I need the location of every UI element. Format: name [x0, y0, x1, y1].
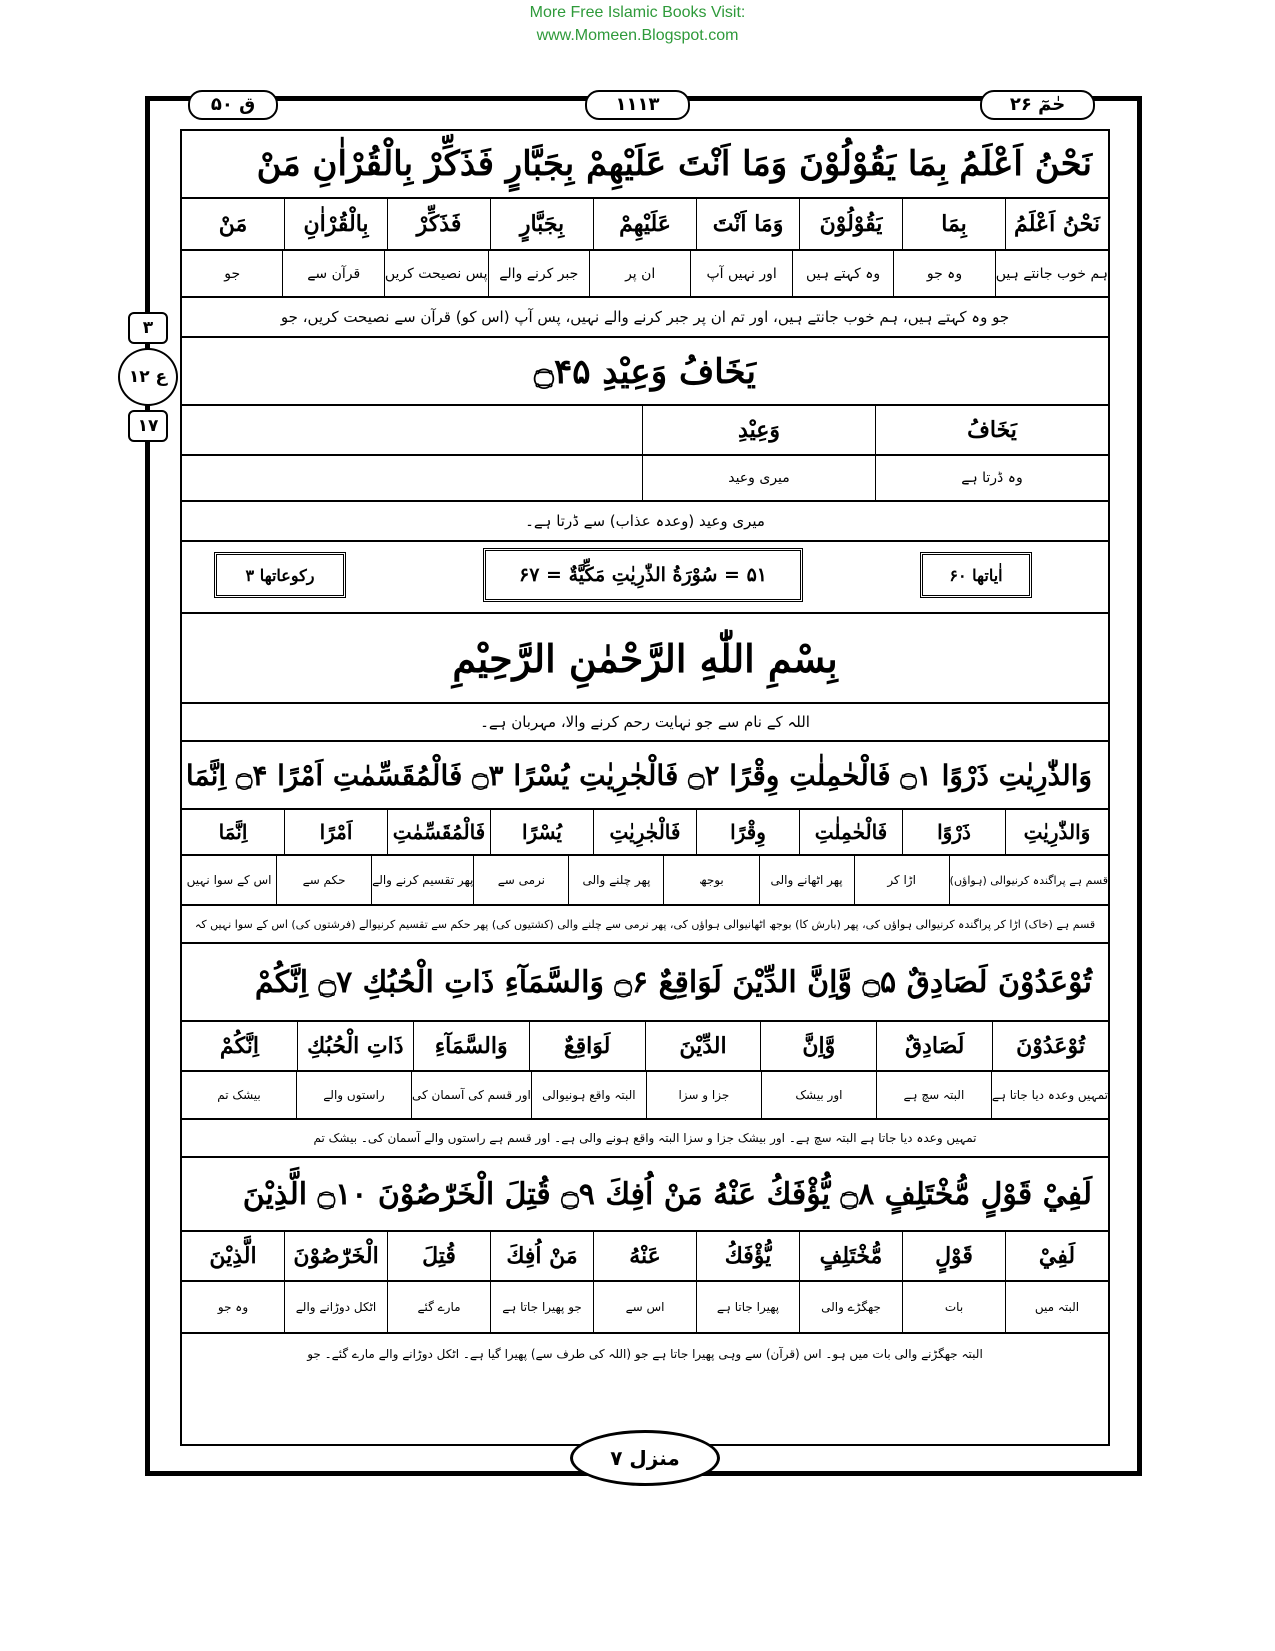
meaning-cell: پھیرا جاتا ہے — [696, 1282, 799, 1332]
word-cell: تُوْعَدُوْنَ — [992, 1022, 1108, 1070]
meaning-cell: پس نصیحت کریں — [384, 251, 488, 296]
surah-page-tab: ق ۵۰ — [188, 90, 278, 120]
meaning-cell: ہم خوب جانتے ہیں — [995, 251, 1108, 296]
word-row-2 — [182, 406, 1108, 456]
meaning-cell: اس سے — [593, 1282, 696, 1332]
translation-text: اللہ کے نام سے جو نہایت رحم کرنے والا، مہربان ہے۔ — [480, 713, 810, 731]
word-cell: وَمَا اَنْتَ — [696, 199, 799, 249]
meaning-cell: جو — [224, 265, 241, 282]
translation-text: میری وعید (وعدہ عذاب) سے ڈرتا ہے۔ — [525, 512, 765, 530]
ruku-marker: ع ۱۲ — [118, 348, 178, 406]
meaning-cell: جو پھیرا جاتا ہے — [490, 1282, 593, 1332]
meaning-row-5 — [182, 1282, 1108, 1334]
verse-text: لَفِيْ قَوْلٍ مُّخْتَلِفٍ ۝۸ يُّؤْفَكُ عَنْهُ مَنْ اُفِكَ ۝۹ قُتِلَ الْخَرّٰصُوْنَ ۝۱۰ الَّذِيْنَ — [242, 1176, 1092, 1212]
verse-line-4 — [182, 944, 1108, 1022]
word-cell: نَحْنُ اَعْلَمُ — [1005, 199, 1108, 249]
meaning-cell: اڑا کر — [854, 856, 949, 904]
meaning-cell: پھر اٹھانے والی — [759, 856, 854, 904]
meaning-cell: حکم سے — [276, 856, 371, 904]
translation-text: قسم ہے (خاک) اڑا کر پراگندہ کرنیوالی ہواؤں کی، پھر (بارش کا) بوجھ اٹھانیوالی ہواؤں کی، پھر نرمی سے چلنے والی (کشتیوں کی) پھر حکم سے تقسیم کرنیوالے (فرشتوں کی) اس کے سوا نہیں کہ — [194, 917, 1096, 931]
meaning-cell: وہ جو — [893, 251, 994, 296]
translation-line-3 — [182, 906, 1108, 944]
meaning-cell: البتہ میں — [1005, 1282, 1108, 1332]
meaning-cell: البتہ واقع ہونیوالی — [531, 1072, 646, 1118]
meaning-cell: پھر چلنے والی — [568, 856, 663, 904]
word-cell: قُتِلَ — [387, 1232, 490, 1280]
meaning-cell: اس کے سوا نہیں — [186, 873, 272, 887]
word-row-1 — [182, 199, 1108, 251]
ayat-count-plaque: اٰیاتھا ۶۰ — [920, 552, 1032, 598]
ruku-count-plaque: رکوعاتھا ۳ — [214, 552, 346, 598]
word-cell: مُّخْتَلِفٍ — [799, 1232, 902, 1280]
word-cell: الدِّيْنَ — [645, 1022, 761, 1070]
word-cell: اِنَّمَا — [218, 820, 248, 844]
meaning-cell: میری وعید — [642, 456, 875, 500]
meaning-cell: جبر کرنے والے — [488, 251, 589, 296]
word-cell: الَّذِيْنَ — [209, 1243, 257, 1269]
meaning-cell: اور نہیں آپ — [690, 251, 791, 296]
side-marker-top: ۳ — [128, 312, 168, 344]
manzil-marker: منزل ۷ — [570, 1430, 720, 1486]
meaning-cell: ان پر — [589, 251, 690, 296]
meaning-cell: نرمی سے — [473, 856, 568, 904]
meaning-cell: پھر تقسیم کرنے والے — [371, 856, 473, 904]
para-tab: حٰمٓ ۲۶ — [980, 90, 1095, 120]
translation-line-2 — [182, 502, 1108, 542]
page-number: ۱۱۱۳ — [585, 90, 690, 120]
meaning-cell: بوجھ — [663, 856, 758, 904]
verse-line-2 — [182, 338, 1108, 406]
word-cell: مَنْ اُفِكَ — [490, 1232, 593, 1280]
verse-line-3 — [182, 742, 1108, 810]
word-cell: لَوَاقِعٌ — [529, 1022, 645, 1070]
surah-name-plaque: ۵۱ = سُوْرَةُ الذّٰرِيٰتِ مَكِّيَّةٌ = ۶۷ — [483, 548, 803, 602]
word-cell: لَصَادِقٌ — [876, 1022, 992, 1070]
meaning-cell: مارے گئے — [387, 1282, 490, 1332]
word-cell: بِمَا — [902, 199, 1005, 249]
meaning-cell: وہ ڈرتا ہے — [875, 456, 1108, 500]
meaning-cell: بیشک تم — [217, 1088, 261, 1102]
word-cell: بِالْقُرْاٰنِ — [284, 199, 387, 249]
meaning-row-1 — [182, 251, 1108, 298]
word-cell: مَنْ — [218, 211, 248, 237]
meaning-cell: قسم ہے پراگندہ کرنیوالی (ہواؤں) — [949, 856, 1108, 904]
meaning-cell: بات — [902, 1282, 1005, 1332]
word-cell: ذَاتِ الْحُبُكِ — [297, 1022, 413, 1070]
word-cell: اَمْرًا — [284, 810, 387, 854]
word-cell: يَخَافُ — [875, 406, 1108, 454]
word-cell: عَنْهُ — [593, 1232, 696, 1280]
word-cell: يَقُوْلُوْنَ — [799, 199, 902, 249]
meaning-cell: وہ کہتے ہیں — [792, 251, 893, 296]
meaning-cell: راستوں والے — [296, 1072, 411, 1118]
translation-line-5 — [182, 1334, 1108, 1374]
bismillah-band — [182, 614, 1108, 704]
word-cell: عَلَيْهِمْ — [593, 199, 696, 249]
word-cell: وِقْرًا — [696, 810, 799, 854]
word-cell: ذَرْوًا — [902, 810, 1005, 854]
meaning-cell: جزا و سزا — [646, 1072, 761, 1118]
translation-text: البتہ جھگڑنے والی بات میں ہو۔ اس (قرآن) سے وہی پھیرا جاتا ہے جو (اللہ کی طرف سے) پھیرا گیا ہے۔ اٹکل دوڑانے والے مارے گئے۔ جو — [307, 1347, 983, 1361]
meaning-cell: وہ جو — [217, 1300, 249, 1314]
meaning-cell: اٹکل دوڑانے والے — [284, 1282, 387, 1332]
meaning-cell: قرآن سے — [282, 251, 383, 296]
word-cell: فَالْجٰرِيٰتِ — [593, 810, 696, 854]
word-cell: فَذَكِّرْ — [387, 199, 490, 249]
translation-text: جو وہ کہتے ہیں، ہم خوب جانتے ہیں، اور تم ان پر جبر کرنے والے نہیں، پس آپ (اس کو) قرآن سے نصیحت کریں، جو — [280, 308, 1010, 326]
verse-text: نَحْنُ اَعْلَمُ بِمَا يَقُوْلُوْنَ وَمَا اَنْتَ عَلَيْهِمْ بِجَبَّارٍ فَذَكِّرْ بِالْقُرْاٰنِ مَنْ — [256, 144, 1092, 184]
word-row-5 — [182, 1232, 1108, 1282]
bismillah-text: بِسْمِ اللّٰهِ الرَّحْمٰنِ الرَّحِيْمِ — [452, 635, 838, 681]
verse-line-5 — [182, 1158, 1108, 1232]
word-cell: يُّؤْفَكُ — [696, 1232, 799, 1280]
meaning-cell: جھگڑے والی — [799, 1282, 902, 1332]
word-cell: فَالْمُقَسِّمٰتِ — [387, 810, 490, 854]
translation-text: تمہیں وعدہ دیا جاتا ہے البتہ سچ ہے۔ اور بیشک جزا و سزا البتہ واقع ہونے والی ہے۔ اور قسم ہے راستوں والے آسمان کی۔ بیشک تم — [313, 1131, 977, 1145]
meaning-row-4 — [182, 1072, 1108, 1120]
watermark-line-2[interactable]: www.Momeen.Blogspot.com — [536, 27, 739, 44]
word-cell: بِجَبَّارٍ — [490, 199, 593, 249]
word-row-3 — [182, 810, 1108, 856]
word-cell: اِنَّكُمْ — [219, 1033, 259, 1059]
translation-line-4 — [182, 1120, 1108, 1158]
verse-text: تُوْعَدُوْنَ لَصَادِقٌ ۝۵ وَّاِنَّ الدِّيْنَ لَوَاقِعٌ ۝۶ وَالسَّمَآءِ ذَاتِ الْحُبُكِ ۝۷ اِنَّكُمْ — [254, 964, 1092, 1000]
word-cell: لَفِيْ — [1005, 1232, 1108, 1280]
meaning-cell: اور بیشک — [761, 1072, 876, 1118]
side-marker-bottom: ۱۷ — [128, 410, 168, 442]
verse-text: وَالذّٰرِيٰتِ ذَرْوًا ۝۱ فَالْحٰمِلٰتِ وِقْرًا ۝۲ فَالْجٰرِيٰتِ يُسْرًا ۝۳ فَالْمُقَسِّمٰتِ اَمْرًا ۝۴ اِنَّمَا — [185, 758, 1092, 792]
watermark-line-1: More Free Islamic Books Visit: — [529, 4, 746, 21]
word-cell: فَالْحٰمِلٰتِ — [799, 810, 902, 854]
translation-line-1 — [182, 298, 1108, 338]
word-cell: وَّاِنَّ — [760, 1022, 876, 1070]
word-cell: وَالذّٰرِيٰتِ — [1005, 810, 1108, 854]
word-cell: وَعِيْدِ — [642, 406, 875, 454]
word-cell: قَوْلٍ — [902, 1232, 1005, 1280]
meaning-cell: تمہیں وعدہ دیا جاتا ہے — [991, 1072, 1108, 1118]
verse-text: يَخَافُ وَعِيْدِ ۝۴۵ — [534, 351, 756, 392]
word-cell: يُسْرًا — [490, 810, 593, 854]
meaning-row-3 — [182, 856, 1108, 906]
word-row-4 — [182, 1022, 1108, 1072]
word-cell: وَالسَّمَآءِ — [413, 1022, 529, 1070]
bismillah-translation — [182, 704, 1108, 742]
meaning-row-2 — [182, 456, 1108, 502]
verse-line-1 — [182, 131, 1108, 199]
word-cell: الْخَرّٰصُوْنَ — [284, 1232, 387, 1280]
meaning-cell: اور قسم کی آسمان کی — [411, 1072, 531, 1118]
meaning-cell: البتہ سچ ہے — [876, 1072, 991, 1118]
